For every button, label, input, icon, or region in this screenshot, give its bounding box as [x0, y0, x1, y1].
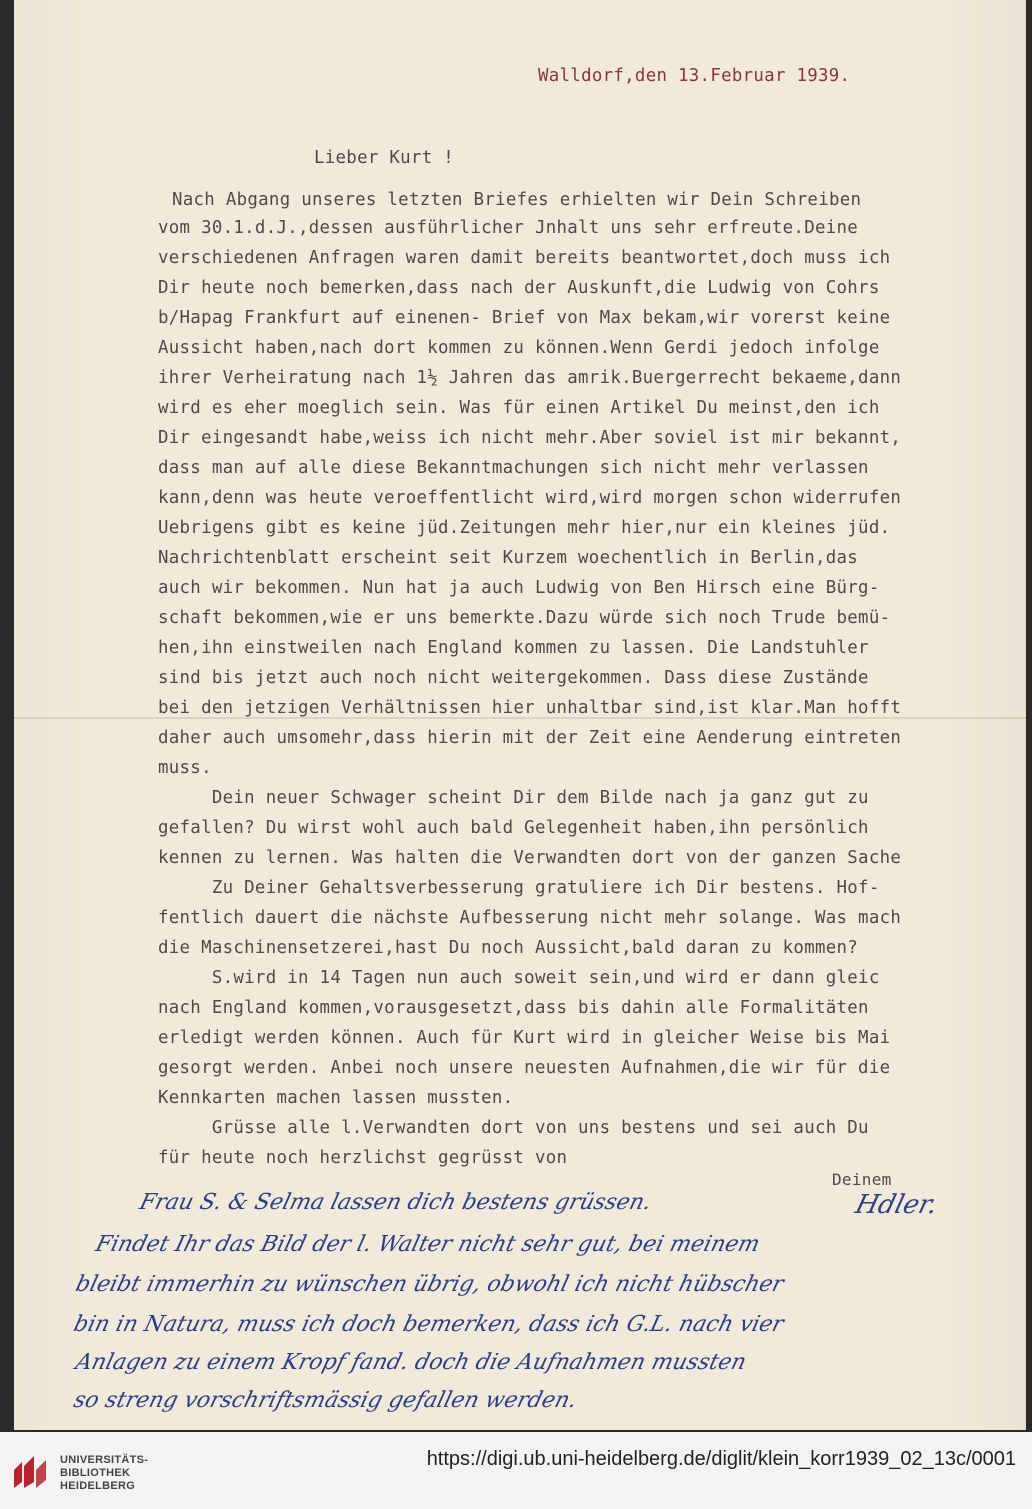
body-line: gesorgt werden. Anbei noch unsere neuesten Aufnahmen,die wir für die [158, 1058, 891, 1078]
body-line: S.wird in 14 Tagen nun auch soweit sein,und wird er dann gleic [158, 968, 880, 988]
body-line: Zu Deiner Gehaltsverbesserung gratuliere ich Dir bestens. Hof- [158, 878, 880, 898]
permalink-url[interactable]: https://digi.ub.uni-heidelberg.de/diglit/klein_korr1939_02_13c/0001 [426, 1448, 1016, 1470]
library-name-line: HEIDELBERG [60, 1480, 136, 1492]
body-line: Nach Abgang unseres letzten Briefes erhielten wir Dein Schreiben [172, 190, 862, 210]
letter-dateline: Walldorf,den 13.Februar 1939. [538, 66, 851, 86]
body-line: b/Hapag Frankfurt auf einenen- Brief von Max bekam,wir vorerst keine [158, 308, 891, 328]
letter-closing: Deinem [832, 1170, 892, 1189]
handwritten-line: so streng vorschriftsmässig gefallen werden. [71, 1388, 580, 1413]
letter-salutation: Lieber Kurt ! [314, 148, 455, 168]
body-line: Dir eingesandt habe,weiss ich nicht mehr.Aber soviel ist mir bekannt, [158, 428, 902, 448]
letter-page [14, 0, 1026, 1430]
body-line: Grüsse alle l.Verwandten dort von uns bestens und sei auch Du [158, 1118, 869, 1138]
body-line: ihrer Verheiratung nach 1½ Jahren das amrik.Buergerrecht bekaeme,dann [158, 368, 902, 388]
body-line: nach England kommen,vorausgesetzt,dass bis dahin alle Formalitäten [158, 998, 869, 1018]
body-line: Nachrichtenblatt erscheint seit Kurzem woechentlich in Berlin,das [158, 548, 859, 568]
body-line: daher auch umsomehr,dass hierin mit der Zeit eine Aenderung eintreten [158, 728, 902, 748]
body-line: kann,denn was heute veroeffentlicht wird,wird morgen schon widerrufen [158, 488, 902, 508]
body-line: bei den jetzigen Verhältnissen hier unhaltbar sind,ist klar.Man hofft [158, 698, 902, 718]
body-line: hen,ihn einstweilen nach England kommen zu lassen. Die Landstuhler [158, 638, 869, 658]
body-line: Kennkarten machen lassen mussten. [158, 1088, 514, 1108]
body-line: wird es eher moeglich sein. Was für einen Artikel Du meinst,den ich [158, 398, 880, 418]
handwritten-line: Frau S. & Selma lassen dich bestens grüssen. [137, 1190, 655, 1215]
body-line: für heute noch herzlichst gegrüsst von [158, 1148, 568, 1168]
body-line: auch wir bekommen. Nun hat ja auch Ludwig von Ben Hirsch eine Bürg- [158, 578, 880, 598]
body-line: vom 30.1.d.J.,dessen ausführlicher Jnhalt uns sehr erfreute.Deine [158, 218, 859, 238]
handwritten-line: bleibt immerhin zu wünschen übrig, obwohl ich nicht hübscher [73, 1272, 787, 1297]
handwritten-line: bin in Natura, muss ich doch bemerken, dass ich G.L. nach vier [71, 1312, 787, 1337]
library-name-line: BIBLIOTHEK [60, 1467, 131, 1479]
library-name-line: UNIVERSITÄTS- [60, 1454, 149, 1466]
handwritten-signature: Hdler. [852, 1190, 941, 1220]
viewer-footer [0, 1432, 1032, 1509]
body-line: muss. [158, 758, 212, 778]
body-line: sind bis jetzt auch noch nicht weitergekommen. Dass diese Zustände [158, 668, 869, 688]
body-line: dass man auf alle diese Bekanntmachungen sich nicht mehr verlassen [158, 458, 869, 478]
body-line: Aussicht haben,nach dort kommen zu können.Wenn Gerdi jedoch infolge [158, 338, 880, 358]
body-line: Dein neuer Schwager scheint Dir dem Bilde nach ja ganz gut zu [158, 788, 869, 808]
body-line: kennen zu lernen. Was halten die Verwandten dort von der ganzen Sache [158, 848, 902, 868]
body-line: verschiedenen Anfragen waren damit bereits beantwortet,doch muss ich [158, 248, 891, 268]
handwritten-line: Anlagen zu einem Kropf fand. doch die Aufnahmen mussten [73, 1350, 749, 1375]
body-line: die Maschinensetzerei,hast Du noch Aussicht,bald daran zu kommen? [158, 938, 859, 958]
library-logo-icon [8, 1452, 56, 1492]
body-line: gefallen? Du wirst wohl auch bald Gelegenheit haben,ihn persönlich [158, 818, 869, 838]
body-line: erledigt werden können. Auch für Kurt wird in gleicher Weise bis Mai [158, 1028, 891, 1048]
body-line: fentlich dauert die nächste Aufbesserung nicht mehr solange. Was mach [158, 908, 902, 928]
handwritten-line: Findet Ihr das Bild der l. Walter nicht sehr gut, bei meinem [93, 1232, 763, 1257]
body-line: schaft bekommen,wie er uns bemerkte.Dazu würde sich noch Trude bemü- [158, 608, 891, 628]
body-line: Dir heute noch bemerken,dass nach der Auskunft,die Ludwig von Cohrs [158, 278, 880, 298]
body-line: Uebrigens gibt es keine jüd.Zeitungen mehr hier,nur ein kleines jüd. [158, 518, 891, 538]
